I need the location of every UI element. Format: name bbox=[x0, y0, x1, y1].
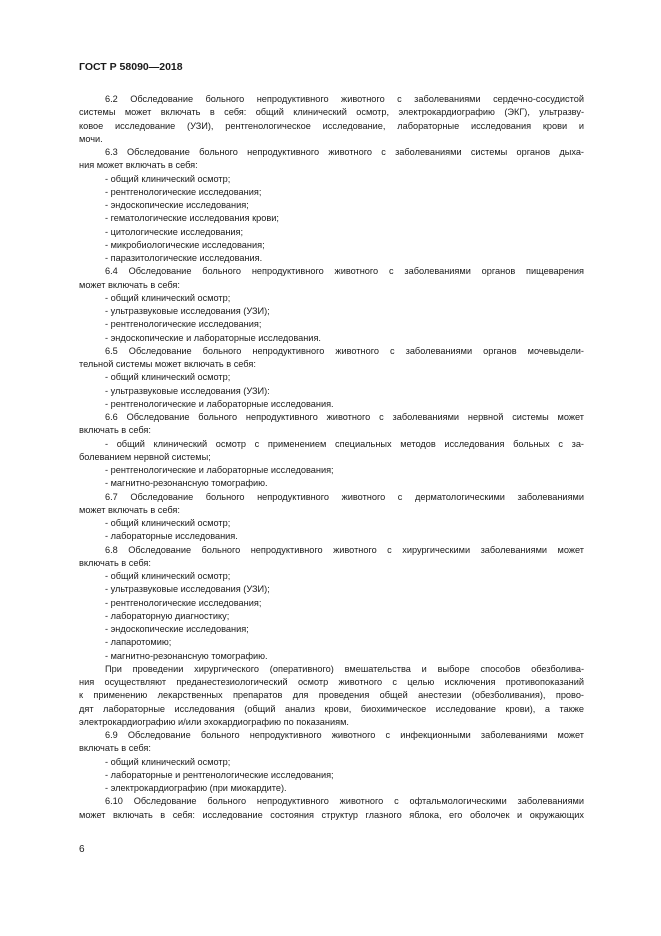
text-line: - эндоскопические исследования; bbox=[105, 624, 249, 634]
text-line: - электрокардиографию (при миокардите). bbox=[105, 783, 287, 793]
text-line: 6.6 Обследование больного непродуктивного животного с заболеваниями нервной системы может bbox=[105, 412, 584, 422]
text-line: 6.2 Обследование больного непродуктивного животного с заболеваниями сердечно-сосудистой bbox=[105, 94, 584, 104]
text-line: 6.4 Обследование больного непродуктивного животного с заболеваниями органов пищеварения bbox=[105, 266, 584, 277]
document-body bbox=[79, 93, 584, 822]
text-line: 6.8 Обследование больного непродуктивного животного с хирургическими заболеваниями может bbox=[105, 544, 584, 555]
text-line: может включать в себя: bbox=[79, 504, 180, 515]
text-line: может включать в себя: исследование состояния структур глазного яблока, его оболочек и окружающих bbox=[79, 809, 584, 820]
text-line: - ультразвуковые исследования (УЗИ): bbox=[105, 385, 270, 396]
text-line: включать в себя: bbox=[79, 557, 151, 568]
text-line: - общий клинический осмотр; bbox=[105, 372, 231, 383]
text-line: 6.3 Обследование больного непродуктивного животного с заболеваниями системы органов дыха- bbox=[105, 147, 584, 157]
text-line: - общий клинический осмотр; bbox=[105, 173, 231, 184]
text-line: - общий клинический осмотр; bbox=[105, 571, 231, 581]
text-line: - рентгенологические исследования; bbox=[105, 319, 262, 330]
text-line: - рентгенологические и лабораторные исследования; bbox=[105, 465, 334, 475]
text-line: к применению лекарственных препаратов для проведения общей анестезии (обезболивания), прово- bbox=[79, 690, 584, 701]
page-number: 6 bbox=[79, 844, 85, 855]
text-line: дят лабораторные исследования (общий анализ крови, биохимическое исследование крови), а также bbox=[79, 703, 584, 714]
text-line: ния осуществляют преданестезиологический осмотр животного с целью исключения противопоказаний bbox=[79, 677, 584, 687]
text-line: - паразитологические исследования. bbox=[105, 253, 263, 263]
text-line: - магнитно-резонансную томографию. bbox=[105, 650, 268, 661]
standard-designation: ГОСТ Р 58090—2018 bbox=[79, 61, 183, 73]
text-line: системы может включать в себя: общий клинический осмотр, электрокардиографию (ЭКГ), ультразву- bbox=[79, 107, 584, 118]
text-line: - общий клинический осмотр; bbox=[105, 756, 231, 767]
text-line: электрокардиографию и/или эхокардиографию по показаниям. bbox=[79, 716, 349, 727]
text-line: - эндоскопические исследования; bbox=[105, 200, 249, 210]
text-line: - рентгенологические и лабораторные исследования. bbox=[105, 398, 334, 409]
text-line: мочи. bbox=[79, 133, 103, 144]
text-line: - микробиологические исследования; bbox=[105, 239, 265, 250]
text-line: - цитологические исследования; bbox=[105, 226, 244, 237]
text-line: - лабораторную диагностику; bbox=[105, 610, 230, 621]
text-line: ковое исследование (УЗИ), рентгенологическое исследование, лабораторные исследования крови и bbox=[79, 120, 584, 131]
text-line: включать в себя: bbox=[79, 425, 151, 436]
text-line: - рентгенологические исследования; bbox=[105, 597, 262, 608]
text-line: - общий клинический осмотр с применением специальных методов исследования больных с за- bbox=[105, 438, 584, 449]
text-line: 6.5 Обследование больного непродуктивного животного с заболеваниями органов мочевыдели- bbox=[105, 345, 584, 356]
text-line: - лабораторные исследования. bbox=[105, 531, 238, 542]
text-line: - ультразвуковые исследования (УЗИ); bbox=[105, 306, 270, 316]
text-line: - эндоскопические и лабораторные исследования. bbox=[105, 332, 321, 343]
text-line: - лапаротомию; bbox=[105, 637, 172, 648]
text-line: - общий клинический осмотр; bbox=[105, 518, 231, 528]
text-line: тельной системы может включать в себя: bbox=[79, 359, 256, 369]
text-line: болеванием нервной системы; bbox=[79, 451, 211, 462]
text-line: - рентгенологические исследования; bbox=[105, 186, 262, 197]
text-line: - лабораторные и рентгенологические исследования; bbox=[105, 769, 334, 780]
text-line: - общий клинический осмотр; bbox=[105, 292, 231, 303]
text-line: 6.7 Обследование больного непродуктивного животного с дерматологическими заболеваниями bbox=[105, 491, 584, 502]
text-line: ния может включать в себя: bbox=[79, 160, 198, 171]
text-line: включать в себя: bbox=[79, 743, 151, 754]
text-line: 6.9 Обследование больного непродуктивного животного с инфекционными заболеваниями может bbox=[105, 730, 584, 740]
text-line: - магнитно-резонансную томографию. bbox=[105, 478, 268, 489]
text-line: - гематологические исследования крови; bbox=[105, 213, 279, 224]
text-line: может включать в себя: bbox=[79, 279, 180, 290]
text-line: При проведении хирургического (оперативного) вмешательства и выборе способов обезболива- bbox=[105, 663, 584, 674]
text-line: - ультразвуковые исследования (УЗИ); bbox=[105, 584, 270, 595]
text-line: 6.10 Обследование больного непродуктивного животного с офтальмологическими заболеваниями bbox=[105, 796, 584, 807]
